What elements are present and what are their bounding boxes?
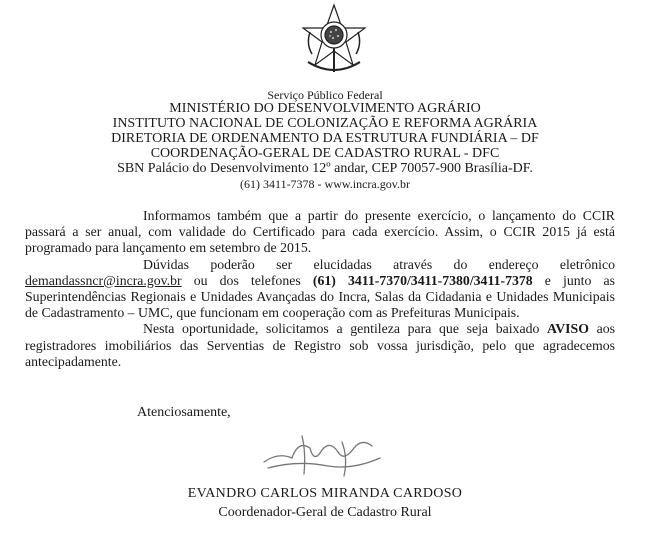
request-intro-text: Nesta oportunidade, solicitamos a gentileza para que seja baixado	[143, 321, 548, 337]
ministry-title: MINISTÉRIO DO DESENVOLVIMENTO AGRÁRIO	[169, 101, 481, 116]
email-link[interactable]: demandassncr@incra.gov.br	[25, 272, 182, 288]
paragraph-ccir: Informamos também que a partir do presente exercício, o lançamento do CCIR passará a ser anual, com validade do Certificado para cada exercício. Assim, o CCIR 2015 já está programado para lançamento em setembro de 2015.	[25, 208, 615, 256]
aviso-keyword: AVISO	[547, 321, 589, 337]
signatory-name: EVANDRO CARLOS MIRANDA CARDOSO	[187, 486, 463, 501]
handwritten-signature	[258, 418, 388, 488]
contact-line: (61) 3411-7378 - www.incra.gov.br	[240, 177, 410, 191]
institute-title: INSTITUTO NACIONAL DE COLONIZAÇÃO E REFORMA AGRÁRIA	[112, 116, 538, 131]
coat-of-arms-seal	[302, 2, 366, 76]
address-line: SBN Palácio do Desenvolvimento 12º andar, CEP 70057-900 Brasília-DF.	[117, 161, 533, 176]
contacts-intro-text: Dúvidas poderão ser elucidadas através do endereço eletrônico	[143, 256, 615, 272]
contacts-end-text: e junto as Superintendências Regionais e Unidades Avançadas do Incra, Salas da Cidadania e Unidades Municipais de Cadastramento – UMC, que funcionam em cooperação com as Prefeituras Municipais.	[25, 272, 615, 321]
closing-salutation: Atenciosamente,	[137, 405, 231, 420]
paragraph-contacts	[25, 257, 615, 322]
signatory-role: Coordenador-Geral de Cadastro Rural	[218, 505, 432, 520]
coordination-title: COORDENAÇÃO-GERAL DE CADASTRO RURAL - DFC	[150, 146, 500, 161]
letter-body	[25, 208, 615, 370]
service-title: Serviço Público Federal	[267, 88, 383, 102]
directorate-title: DIRETORIA DE ORDENAMENTO DA ESTRUTURA FUNDIÁRIA – DF	[111, 131, 539, 146]
request-end-text: aos registradores imobiliários das Serventias de Registro sob vossa jurisdição, pelo que agradecemos antecipadamente.	[25, 321, 615, 369]
contacts-mid-text: ou dos telefones	[181, 272, 313, 288]
paragraph-request	[25, 321, 615, 370]
phone-numbers: (61) 3411-7370/3411-7380/3411-7378	[312, 272, 533, 288]
